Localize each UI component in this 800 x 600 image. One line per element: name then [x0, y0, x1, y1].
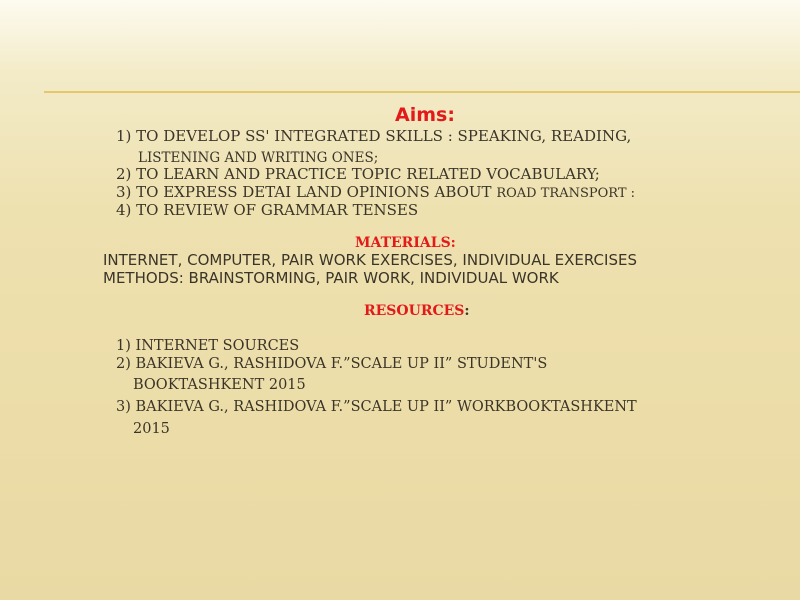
- aims-item-3: [116, 183, 635, 203]
- aims-heading: Aims:: [395, 104, 455, 126]
- resources-heading-text: RESOURCES: [364, 303, 465, 319]
- materials-list: INTERNET, COMPUTER, PAIR WORK EXERCISES, INDIVIDUAL EXERCISES: [103, 251, 637, 269]
- aims-item-3-topic: ROAD TRANSPORT :: [496, 186, 636, 201]
- title-divider-line: [44, 91, 800, 93]
- resources-item-2: 2) BAKIEVA G., RASHIDOVA F.”SCALE UP II” STUDENT'S: [116, 356, 548, 372]
- methods-list: METHODS: BRAINSTORMING, PAIR WORK, INDIVIDUAL WORK: [103, 269, 559, 287]
- materials-heading: MATERIALS:: [355, 235, 456, 251]
- resources-heading-colon: :: [464, 303, 470, 319]
- aims-item-1-continued: LISTENING AND WRITING ONES;: [138, 150, 379, 166]
- resources-item-2-continued: BOOKTASHKENT 2015: [133, 377, 306, 393]
- resources-item-3-continued: 2015: [133, 421, 170, 437]
- resources-heading: [364, 303, 470, 319]
- aims-item-3-text: 3) TO EXPRESS DETAI LAND OPINIONS ABOUT: [116, 183, 497, 201]
- aims-item-1: 1) TO DEVELOP SS' INTEGRATED SKILLS : SPEAKING, READING,: [116, 127, 632, 145]
- resources-item-3: 3) BAKIEVA G., RASHIDOVA F.”SCALE UP II” WORKBOOKTASHKENT: [116, 399, 637, 415]
- aims-item-2: 2) TO LEARN AND PRACTICE TOPIC RELATED VOCABULARY;: [116, 165, 600, 183]
- aims-item-4: 4) TO REVIEW OF GRAMMAR TENSES: [116, 201, 419, 219]
- resources-item-1: 1) INTERNET SOURCES: [116, 338, 300, 354]
